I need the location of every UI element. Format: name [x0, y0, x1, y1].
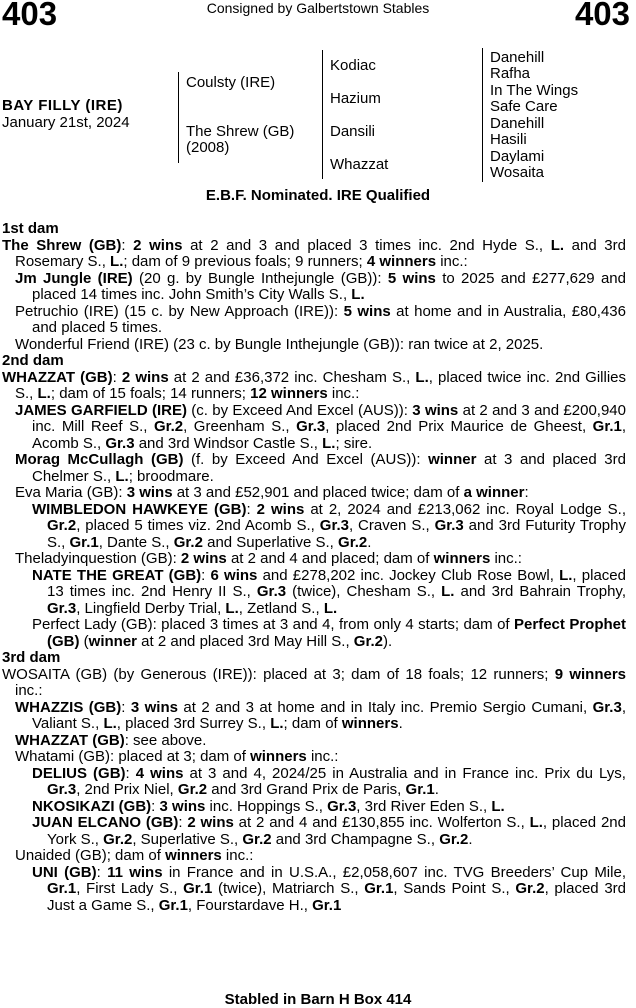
- pedigree-dam-dam: Whazzat: [330, 156, 389, 173]
- bold-text: Gr.1: [364, 880, 394, 897]
- bold-text: Gr.2: [515, 880, 545, 897]
- bold-text: 3 wins: [159, 797, 206, 815]
- pedigree-gen3: Danehill: [490, 115, 545, 132]
- dam-section: [2, 221, 626, 353]
- entry-text: ).: [382, 632, 393, 650]
- bold-text: L.: [103, 715, 117, 732]
- pedigree-entry: [2, 799, 626, 816]
- foaling-date: January 21st, 2024: [2, 114, 130, 131]
- entry-text: and 3rd Futurity Trophy S.,: [47, 517, 626, 551]
- bold-text: 2 wins: [180, 550, 227, 567]
- bold-text: 2 wins: [256, 500, 305, 518]
- entry-text: , placed 2nd Prix Maurice de Gheest,: [325, 418, 593, 435]
- bold-text: Gr.2: [177, 781, 208, 798]
- section-heading: 1st dam: [2, 220, 59, 237]
- pedigree-bracket: [322, 50, 323, 179]
- bold-text: Gr.2: [103, 830, 133, 848]
- pedigree-entry: [2, 304, 626, 337]
- bold-text: 6 wins: [210, 566, 258, 584]
- entry-text: (twice), Matriarch S.,: [212, 880, 365, 897]
- bold-text: Gr.1: [405, 781, 435, 798]
- bold-text: 3 wins: [412, 401, 459, 419]
- entry-text: inc.:: [306, 748, 339, 765]
- entry-text: (twice), Chesham S.,: [286, 583, 442, 600]
- entry-text: :: [121, 236, 134, 254]
- pedigree-gen3: Hasili: [490, 131, 527, 148]
- entry-text: , placed twice inc. 2nd Gillies S.,: [15, 368, 626, 402]
- entry-text: (20 g. by Bungle Inthejungle (GB)):: [132, 269, 388, 287]
- bold-text: Perfect Prophet (GB): [47, 616, 626, 650]
- bold-text: WIMBLEDON HAWKEYE (GB): [32, 500, 247, 518]
- pedigree-dam: The Shrew (GB): [186, 123, 295, 140]
- bold-text: L.: [559, 566, 573, 584]
- pedigree-dam-year: (2008): [186, 139, 230, 156]
- pedigree-entry: [2, 238, 626, 271]
- bold-text: 2 wins: [133, 236, 183, 254]
- bold-text: 3 wins: [126, 484, 173, 501]
- bold-text: a winner: [463, 484, 525, 501]
- bold-text: L.: [491, 797, 505, 815]
- pedigree-gen3: In The Wings: [490, 82, 579, 99]
- entry-text: , Valiant S.,: [32, 698, 626, 732]
- entry-text: at 2 and £36,372 inc. Chesham S.,: [168, 368, 416, 386]
- entry-text: , Fourstardave H.,: [187, 896, 313, 914]
- bold-text: Gr.1: [592, 418, 622, 435]
- bold-text: L.: [110, 253, 124, 270]
- bold-text: 4 wins: [135, 764, 184, 782]
- entry-text: at home and in Australia, £80,436 and placed 5 times.: [32, 302, 626, 336]
- bold-text: Gr.2: [353, 632, 383, 650]
- entry-text: .: [468, 830, 473, 848]
- entry-text: , Dante S.,: [98, 533, 174, 551]
- entry-text: .: [434, 781, 439, 798]
- pedigree-gen3: Rafha: [490, 65, 531, 82]
- bold-text: Gr.3: [256, 583, 287, 600]
- bold-text: winners: [250, 748, 307, 765]
- entry-text: :: [96, 863, 108, 881]
- pedigree-entry: [2, 452, 626, 485]
- bold-text: Gr.1: [47, 880, 77, 897]
- entry-text: at 2 and 4 and £130,855 inc. Wolferton S.,: [233, 814, 530, 831]
- entry-text: Perfect Lady (GB): placed 3 times at 3 and 4, from only 4 starts; dam of: [32, 616, 515, 633]
- bold-text: WHAZZAT (GB): [15, 731, 125, 749]
- entry-text: , First Lady S.,: [76, 880, 184, 897]
- entry-text: , Sands Point S.,: [393, 880, 516, 897]
- bold-text: L.: [270, 715, 284, 732]
- entry-text: at 3 and £52,901 and placed twice; dam of: [172, 484, 464, 501]
- pedigree-entry: [2, 815, 626, 848]
- catalogue-notes: [2, 221, 626, 914]
- entry-text: : see above.: [124, 731, 207, 749]
- entry-text: :: [112, 368, 122, 386]
- pedigree-sire-sire: Kodiac: [330, 57, 376, 74]
- pedigree-entry: [2, 733, 626, 750]
- bold-text: WHAZZAT (GB): [2, 368, 113, 386]
- bold-text: NATE THE GREAT (GB): [32, 566, 202, 584]
- pedigree-entry: [2, 865, 626, 915]
- bold-text: Gr.2: [439, 830, 469, 848]
- pedigree-entry: [2, 271, 626, 304]
- entry-text: (c. by Exceed And Excel (AUS)):: [186, 401, 413, 419]
- entry-text: and 3rd Grand Prix de Paris,: [207, 781, 406, 798]
- bold-text: Gr.2: [242, 830, 272, 848]
- bold-text: winners: [341, 715, 399, 732]
- entry-text: Wonderful Friend (IRE) (23 c. by Bungle Inthejungle (GB)): ran twice at 2, 2025.: [15, 335, 544, 353]
- bold-text: L.: [323, 599, 338, 617]
- entry-text: :: [524, 484, 529, 501]
- entry-text: , placed 5 times viz. 2nd Acomb S.,: [76, 517, 320, 534]
- entry-text: :: [125, 764, 136, 782]
- entry-text: , Lingfield Derby Trial,: [76, 599, 226, 617]
- qualifiers-line: E.B.F. Nominated. IRE Qualified: [205, 187, 431, 204]
- entry-text: at 2 and 4 and placed; dam of: [226, 550, 434, 567]
- bold-text: Gr.1: [312, 896, 342, 914]
- bold-text: Gr.1: [69, 533, 99, 551]
- entry-text: Eva Maria (GB):: [15, 484, 127, 501]
- entry-text: ; broodmare.: [128, 467, 214, 485]
- entry-text: inc.:: [490, 550, 522, 567]
- dam-section: [2, 353, 626, 650]
- entry-text: , Superlative S.,: [132, 830, 243, 848]
- entry-text: , 3rd River Eden S.,: [356, 797, 492, 815]
- entry-text: in France and in U.S.A., £2,058,607 inc. TVG Breeders’ Cup Mile,: [162, 863, 626, 881]
- bold-text: 11 wins: [107, 863, 163, 881]
- entry-text: inc.:: [15, 682, 43, 699]
- entry-text: .: [398, 715, 403, 732]
- pedigree-entry: [2, 551, 626, 568]
- lot-number-left: 403: [2, 0, 58, 32]
- bold-text: L.: [225, 599, 239, 617]
- pedigree-gen3: Safe Care: [490, 98, 558, 115]
- pedigree-entry: [2, 700, 626, 733]
- bold-text: Gr.3: [434, 517, 464, 534]
- pedigree-entry: [2, 766, 626, 799]
- section-heading: 2nd dam: [2, 352, 64, 369]
- bold-text: Gr.3: [47, 599, 77, 617]
- bold-text: The Shrew (GB): [2, 236, 122, 254]
- bold-text: winners: [165, 847, 222, 864]
- entry-text: and £278,202 inc. Jockey Club Rose Bowl,: [257, 566, 560, 584]
- bold-text: L.: [322, 434, 336, 452]
- horse-name: BAY FILLY (IRE): [2, 97, 123, 114]
- bold-text: Gr.3: [319, 517, 349, 534]
- entry-text: WOSAITA (GB) (by Generous (IRE)): placed at 3; dam of 18 foals; 12 runners;: [2, 665, 555, 683]
- pedigree-entry: [2, 502, 626, 552]
- entry-text: ; dam of 9 previous foals; 9 runners;: [123, 253, 367, 270]
- bold-text: Gr.1: [158, 896, 188, 914]
- consignor-line: Consigned by Galbertstown Stables: [206, 0, 430, 16]
- entry-text: (: [79, 632, 89, 650]
- bold-text: Morag McCullagh (GB): [15, 451, 184, 468]
- bold-text: 2 wins: [121, 368, 169, 386]
- bold-text: L.: [415, 368, 429, 386]
- entry-text: , placed 2nd York S.,: [47, 814, 626, 848]
- bold-text: 5 wins: [387, 269, 436, 287]
- bold-text: Gr.3: [327, 797, 357, 815]
- entry-text: and 3rd Rosemary S.,: [15, 236, 626, 270]
- bold-text: 9 winners: [554, 665, 626, 683]
- entry-text: and 3rd Champagne S.,: [271, 830, 440, 848]
- bold-text: winners: [433, 550, 491, 567]
- entry-text: and 3rd Bahrain Trophy,: [454, 583, 626, 600]
- bold-text: Gr.3: [47, 781, 77, 798]
- bold-text: Gr.3: [592, 698, 622, 716]
- entry-text: , placed 13 times inc. 2nd Henry II S.,: [47, 566, 626, 600]
- bold-text: winner: [88, 632, 138, 650]
- bold-text: L.: [37, 385, 51, 402]
- pedigree-bracket: [482, 48, 483, 182]
- bold-text: UNI (GB): [32, 863, 97, 881]
- entry-text: :: [201, 566, 211, 584]
- entry-text: , Greenham S.,: [183, 418, 297, 435]
- bold-text: L.: [550, 236, 565, 254]
- bold-text: 3 wins: [130, 698, 178, 716]
- entry-text: at 3 and placed 3rd Chelmer S.,: [32, 451, 626, 485]
- bold-text: Gr.2: [338, 533, 368, 551]
- bold-text: 2 wins: [187, 814, 234, 831]
- entry-text: inc.:: [327, 385, 360, 402]
- entry-text: ; dam of: [283, 715, 342, 732]
- entry-text: , Acomb S.,: [32, 418, 627, 452]
- entry-text: :: [178, 814, 188, 831]
- bold-text: L.: [351, 286, 365, 303]
- lot-number-right: 403: [574, 0, 630, 32]
- entry-text: Whatami (GB): placed at 3; dam of: [15, 748, 251, 765]
- pedigree-sire-dam: Hazium: [330, 90, 381, 107]
- entry-text: to 2025 and £277,629 and placed 14 times inc. John Smith’s City Walls S.,: [32, 269, 626, 303]
- bold-text: 12 winners: [250, 385, 328, 402]
- bold-text: JAMES GARFIELD (IRE): [15, 401, 187, 419]
- bold-text: Gr.1: [183, 880, 213, 897]
- pedigree-gen3: Wosaita: [490, 164, 544, 181]
- entry-text: :: [121, 698, 131, 716]
- bold-text: NKOSIKAZI (GB): [32, 797, 152, 815]
- bold-text: Gr.2: [153, 418, 184, 435]
- pedigree-entry: [2, 485, 626, 502]
- bold-text: Jm Jungle (IRE): [15, 269, 133, 287]
- pedigree-entry: [2, 617, 626, 650]
- entry-text: at 2 and placed 3rd May Hill S.,: [137, 632, 354, 650]
- entry-text: , Zetland S.,: [238, 599, 324, 617]
- bold-text: 4 winners: [366, 253, 437, 270]
- entry-text: inc. Hoppings S.,: [205, 797, 328, 815]
- bold-text: winner: [428, 451, 477, 468]
- pedigree-sire: Coulsty (IRE): [186, 74, 276, 91]
- pedigree-entry: [2, 749, 626, 766]
- entry-text: at 2 and 3 at home and in Italy inc. Premio Sergio Cumani,: [177, 698, 593, 716]
- entry-text: Petruchio (IRE) (15 c. by New Approach (IRE)):: [15, 302, 344, 320]
- bold-text: Gr.2: [47, 517, 77, 534]
- bold-text: Gr.2: [173, 533, 203, 551]
- entry-text: Unaided (GB); dam of: [15, 847, 166, 864]
- entry-text: at 2 and 3 and £200,940 inc. Mill Reef S.,: [32, 401, 626, 435]
- entry-text: (f. by Exceed And Excel (AUS)):: [183, 451, 429, 468]
- entry-text: inc.:: [436, 253, 468, 270]
- entry-text: , placed 3rd Just a Game S.,: [47, 880, 626, 914]
- bold-text: L.: [441, 583, 455, 600]
- entry-text: :: [246, 500, 257, 518]
- entry-text: .: [367, 533, 372, 551]
- pedigree-entry: [2, 667, 626, 700]
- bold-text: 5 wins: [343, 302, 391, 320]
- dam-section: [2, 650, 626, 914]
- pedigree-entry: [2, 403, 626, 453]
- pedigree-entry: [2, 337, 626, 354]
- pedigree-gen3: Daylami: [490, 148, 545, 165]
- bold-text: L.: [529, 814, 543, 831]
- pedigree-entry: [2, 568, 626, 618]
- entry-text: ; sire.: [335, 434, 373, 452]
- section-heading: 3rd dam: [2, 649, 61, 666]
- entry-text: , placed 3rd Surrey S.,: [116, 715, 271, 732]
- bold-text: L.: [115, 467, 129, 485]
- pedigree-entry: [2, 848, 626, 865]
- bold-text: Gr.3: [105, 434, 135, 452]
- pedigree-dam-sire: Dansili: [330, 123, 376, 140]
- entry-text: and 3rd Windsor Castle S.,: [134, 434, 323, 452]
- entry-text: , 2nd Prix Niel,: [76, 781, 178, 798]
- stabled-location: Stabled in Barn H Box 414: [224, 991, 412, 1008]
- entry-text: , Craven S.,: [348, 517, 435, 534]
- bold-text: JUAN ELCANO (GB): [32, 814, 179, 831]
- entry-text: at 3 and 4, 2024/25 in Australia and in France inc. Prix du Lys,: [183, 764, 626, 782]
- bold-text: DELIUS (GB): [32, 764, 126, 782]
- pedigree-gen3: Danehill: [490, 49, 545, 66]
- entry-text: Theladyinquestion (GB):: [15, 550, 181, 567]
- entry-text: at 2 and 3 and placed 3 times inc. 2nd Hyde S.,: [182, 236, 551, 254]
- bold-text: WHAZZIS (GB): [15, 698, 122, 716]
- entry-text: and Superlative S.,: [202, 533, 339, 551]
- bold-text: Gr.3: [296, 418, 326, 435]
- pedigree-entry: [2, 370, 626, 403]
- entry-text: at 2, 2024 and £213,062 inc. Royal Lodge S.,: [304, 500, 627, 518]
- entry-text: inc.:: [221, 847, 254, 864]
- entry-text: :: [151, 797, 160, 815]
- pedigree-bracket: [178, 72, 179, 163]
- entry-text: ; dam of 15 foals; 14 runners;: [50, 385, 251, 402]
